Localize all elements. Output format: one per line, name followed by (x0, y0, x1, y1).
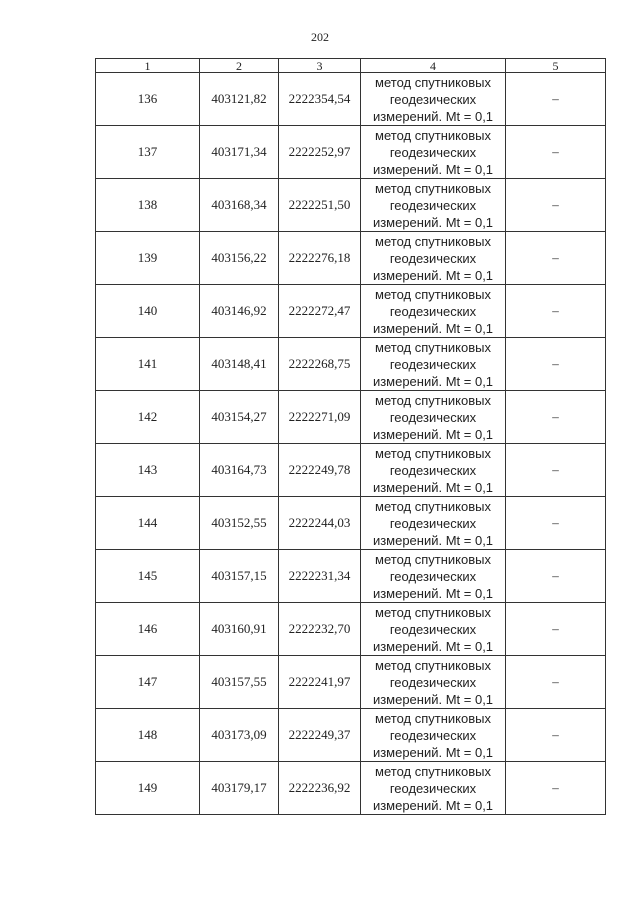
x-coordinate-cell: 403157,55 (200, 656, 279, 709)
y-coordinate-cell: 2222232,70 (279, 603, 361, 656)
method-line: геодезических (389, 303, 477, 319)
method-line: метод спутниковых (375, 604, 491, 620)
y-coordinate-cell: 2222241,97 (279, 656, 361, 709)
method-cell (361, 444, 506, 497)
note-cell: – (506, 603, 606, 656)
point-number-cell: 148 (96, 709, 200, 762)
x-coordinate-cell: 403157,15 (200, 550, 279, 603)
method-line: геодезических (389, 91, 477, 107)
point-number-cell: 143 (96, 444, 200, 497)
method-line: метод спутниковых (375, 551, 491, 567)
table-row (96, 444, 606, 497)
method-cell (361, 232, 506, 285)
x-coordinate-cell: 403164,73 (200, 444, 279, 497)
x-coordinate-cell: 403160,91 (200, 603, 279, 656)
method-cell (361, 497, 506, 550)
method-cell (361, 709, 506, 762)
point-number-cell: 140 (96, 285, 200, 338)
table-row (96, 232, 606, 285)
method-cell (361, 126, 506, 179)
point-number-cell: 144 (96, 497, 200, 550)
note-cell: – (506, 444, 606, 497)
note-cell: – (506, 338, 606, 391)
x-coordinate-cell: 403121,82 (200, 73, 279, 126)
x-coordinate-cell: 403152,55 (200, 497, 279, 550)
method-line: метод спутниковых (375, 763, 491, 779)
note-cell: – (506, 709, 606, 762)
method-line: метод спутниковых (375, 286, 491, 302)
x-coordinate-cell: 403168,34 (200, 179, 279, 232)
note-cell: – (506, 126, 606, 179)
table-row (96, 762, 606, 815)
y-coordinate-cell: 2222231,34 (279, 550, 361, 603)
method-cell (361, 762, 506, 815)
table-row (96, 338, 606, 391)
method-line: метод спутниковых (375, 180, 491, 196)
method-line: геодезических (389, 568, 477, 584)
point-number-cell: 142 (96, 391, 200, 444)
method-line: геодезических (389, 144, 477, 160)
method-cell (361, 73, 506, 126)
method-line: геодезических (389, 250, 477, 266)
method-line: метод спутниковых (375, 498, 491, 514)
y-coordinate-cell: 2222251,50 (279, 179, 361, 232)
method-line: метод спутниковых (375, 657, 491, 673)
method-cell (361, 179, 506, 232)
point-number-cell: 146 (96, 603, 200, 656)
y-coordinate-cell: 2222272,47 (279, 285, 361, 338)
x-coordinate-cell: 403154,27 (200, 391, 279, 444)
note-cell: – (506, 762, 606, 815)
point-number-cell: 136 (96, 73, 200, 126)
method-line: измерений. Mt = 0,1 (372, 479, 494, 495)
header-row (96, 59, 606, 73)
table-row (96, 73, 606, 126)
method-cell (361, 550, 506, 603)
method-cell (361, 338, 506, 391)
table-row (96, 126, 606, 179)
table-row (96, 603, 606, 656)
table-row (96, 709, 606, 762)
method-line: измерений. Mt = 0,1 (372, 214, 494, 230)
method-cell (361, 391, 506, 444)
x-coordinate-cell: 403171,34 (200, 126, 279, 179)
table-row (96, 550, 606, 603)
point-number-cell: 141 (96, 338, 200, 391)
header-col-1: 1 (96, 59, 200, 73)
table-row (96, 497, 606, 550)
x-coordinate-cell: 403179,17 (200, 762, 279, 815)
point-number-cell: 145 (96, 550, 200, 603)
table-row (96, 285, 606, 338)
header-col-2: 2 (200, 59, 279, 73)
header-col-5: 5 (506, 59, 606, 73)
method-line: метод спутниковых (375, 710, 491, 726)
method-line: метод спутниковых (375, 74, 491, 90)
y-coordinate-cell: 2222252,97 (279, 126, 361, 179)
y-coordinate-cell: 2222236,92 (279, 762, 361, 815)
point-number-cell: 138 (96, 179, 200, 232)
y-coordinate-cell: 2222354,54 (279, 73, 361, 126)
method-line: измерений. Mt = 0,1 (372, 161, 494, 177)
method-line: геодезических (389, 197, 477, 213)
note-cell: – (506, 656, 606, 709)
x-coordinate-cell: 403148,41 (200, 338, 279, 391)
point-number-cell: 147 (96, 656, 200, 709)
method-cell (361, 656, 506, 709)
y-coordinate-cell: 2222244,03 (279, 497, 361, 550)
note-cell: – (506, 179, 606, 232)
note-cell: – (506, 232, 606, 285)
method-line: геодезических (389, 727, 477, 743)
y-coordinate-cell: 2222249,78 (279, 444, 361, 497)
x-coordinate-cell: 403146,92 (200, 285, 279, 338)
point-number-cell: 149 (96, 762, 200, 815)
method-line: измерений. Mt = 0,1 (372, 426, 494, 442)
method-line: метод спутниковых (375, 445, 491, 461)
method-line: измерений. Mt = 0,1 (372, 267, 494, 283)
header-col-4: 4 (361, 59, 506, 73)
y-coordinate-cell: 2222276,18 (279, 232, 361, 285)
y-coordinate-cell: 2222271,09 (279, 391, 361, 444)
table-row (96, 179, 606, 232)
method-line: измерений. Mt = 0,1 (372, 373, 494, 389)
point-number-cell: 137 (96, 126, 200, 179)
method-line: геодезических (389, 674, 477, 690)
note-cell: – (506, 550, 606, 603)
note-cell: – (506, 497, 606, 550)
method-line: измерений. Mt = 0,1 (372, 108, 494, 124)
method-line: измерений. Mt = 0,1 (372, 585, 494, 601)
note-cell: – (506, 285, 606, 338)
method-line: метод спутниковых (375, 339, 491, 355)
coordinates-table (95, 58, 606, 815)
y-coordinate-cell: 2222249,37 (279, 709, 361, 762)
method-line: измерений. Mt = 0,1 (372, 691, 494, 707)
header-col-3: 3 (279, 59, 361, 73)
method-line: геодезических (389, 462, 477, 478)
table-row (96, 656, 606, 709)
note-cell: – (506, 391, 606, 444)
x-coordinate-cell: 403156,22 (200, 232, 279, 285)
method-line: измерений. Mt = 0,1 (372, 320, 494, 336)
point-number-cell: 139 (96, 232, 200, 285)
x-coordinate-cell: 403173,09 (200, 709, 279, 762)
y-coordinate-cell: 2222268,75 (279, 338, 361, 391)
method-line: измерений. Mt = 0,1 (372, 638, 494, 654)
method-line: геодезических (389, 356, 477, 372)
method-line: геодезических (389, 780, 477, 796)
method-line: измерений. Mt = 0,1 (372, 744, 494, 760)
method-line: метод спутниковых (375, 392, 491, 408)
note-cell: – (506, 73, 606, 126)
method-line: геодезических (389, 409, 477, 425)
method-cell (361, 285, 506, 338)
method-cell (361, 603, 506, 656)
method-line: измерений. Mt = 0,1 (372, 797, 494, 813)
method-line: геодезических (389, 621, 477, 637)
method-line: метод спутниковых (375, 233, 491, 249)
page-number: 202 (311, 30, 329, 44)
method-line: метод спутниковых (375, 127, 491, 143)
method-line: геодезических (389, 515, 477, 531)
method-line: измерений. Mt = 0,1 (372, 532, 494, 548)
table-row (96, 391, 606, 444)
